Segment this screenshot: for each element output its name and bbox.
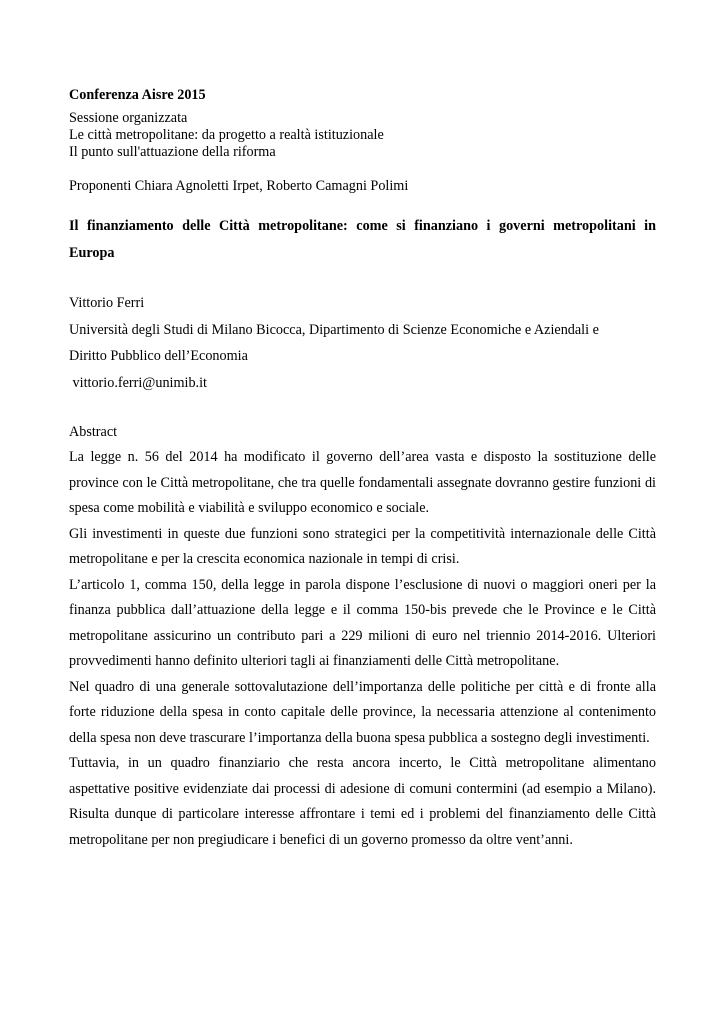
author-name: Vittorio Ferri (69, 295, 145, 311)
session-line: Sessione organizzata (69, 110, 188, 126)
abstract-paragraph: La legge n. 56 del 2014 ha modificato il governo dell’area vasta e disposto la sostituzione delle province con le Città metropolitane, che tra quelle fondamentali assegnate dovranno gestire funzioni di spesa come mobilità e viabilità e sviluppo economico e sociale. (69, 449, 656, 516)
session-line: Le città metropolitane: da progetto a realtà istituzionale (69, 127, 384, 143)
author-email: vittorio.ferri@unimib.it (69, 374, 207, 391)
abstract-paragraph: Gli investimenti in queste due funzioni sono strategici per la competitività internazionale delle Città metropolitane e per la crescita economica nazionale in tempi di crisi. (69, 525, 656, 567)
abstract-paragraph: L’articolo 1, comma 150, della legge in parola dispone l’esclusione di nuovi o maggiori oneri per la finanza pubblica dall’attuazione della legge e il comma 150-bis prevede che le Province e le Città metropolitane assicurino un contributo pari a 229 milioni di euro nel triennio 2014-2016. Ulteriori provvedimenti hanno definito ulteriori tagli ai finanziamenti delle Città metropolitane. (69, 576, 656, 669)
document-page (69, 86, 656, 853)
abstract-paragraph: Tuttavia, in un quadro finanziario che resta ancora incerto, le Città metropolitane alimentano aspettative positive evidenziate dai processi di adesione di comuni contermini (ad esempio a Milano). Risulta dunque di particolare interesse affrontare i temi ed i problemi del finanziamento delle Città metropolitane per non pregiudicare i benefici di un governo promesso da oltre vent’anni. (69, 755, 656, 848)
conference-title: Conferenza Aisre 2015 (69, 87, 206, 103)
abstract-body (69, 445, 656, 853)
session-info (69, 110, 656, 161)
abstract-paragraph: Nel quadro di una generale sottovalutazione dell’importanza delle politiche per città e di fronte alla forte riduzione della spesa in conto capitale delle province, la necessaria attenzione al contenimento della spesa non deve trascurare l’importanza della buona spesa pubblica a sostegno degli investimenti. (69, 678, 656, 746)
proponents: Proponenti Chiara Agnoletti Irpet, Roberto Camagni Polimi (69, 178, 409, 194)
paper-title: Il finanziamento delle Città metropolitane: come si finanziano i governi metropolitani in Europa (69, 218, 656, 261)
abstract-heading: Abstract (69, 424, 118, 440)
session-line: Il punto sull'attuazione della riforma (69, 144, 276, 160)
author-affiliation: Diritto Pubblico dell’Economia (69, 348, 248, 364)
author-affiliation: Università degli Studi di Milano Bicocca, Dipartimento di Scienze Economiche e Aziendali e (69, 321, 599, 338)
author-block (69, 290, 656, 396)
